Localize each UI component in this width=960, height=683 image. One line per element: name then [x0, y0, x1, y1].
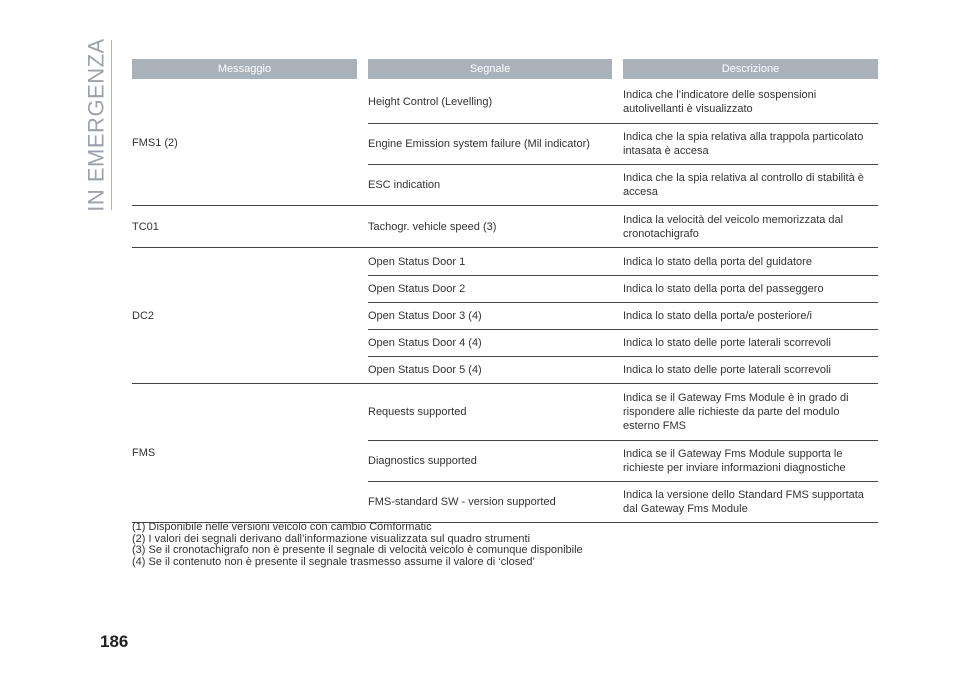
footnote: (3) Se il cronotachigrafo non è presente il segnale di velocità veicolo è comunque disponibile	[132, 544, 583, 556]
table-cell-description: Indica la velocità del veicolo memorizzata dal cronotachigrafo	[623, 213, 844, 240]
table-cell-description: Indica lo stato delle porte laterali scorrevoli	[623, 336, 831, 349]
signal-table	[132, 59, 878, 515]
header-messaggio: Messaggio	[132, 59, 357, 79]
table-cell-signal: Open Status Door 4 (4)	[368, 336, 482, 349]
table-cell-signal: ESC indication	[368, 178, 441, 191]
table-cell-signal: Diagnostics supported	[368, 454, 477, 467]
footnote: (2) I valori dei segnali derivano dall’informazione visualizzata sul quadro strumenti	[132, 532, 531, 545]
table-cell-signal: Open Status Door 2	[368, 282, 466, 295]
table-cell-description: Indica lo stato della porta del passeggero	[623, 282, 824, 295]
table-cell-description: Indica se il Gateway Fms Module supporta le richieste per inviare informazioni diagnostiche	[623, 447, 846, 474]
table-cell-message: DC2	[132, 309, 155, 322]
table-cell-signal: Engine Emission system failure (Mil indicator)	[368, 137, 590, 150]
table-header	[132, 59, 878, 79]
table-cell-signal: Height Control (Levelling)	[368, 96, 493, 108]
table-cell-description: Indica che l’indicatore delle sospensioni autolivellanti è visualizzato	[623, 89, 817, 115]
table-cell-signal: Open Status Door 5 (4)	[368, 363, 482, 376]
table-cell-description: Indica se il Gateway Fms Module è in grado di rispondere alle richieste da parte del modulo esterno FMS	[623, 392, 849, 432]
header-descrizione: Descrizione	[623, 59, 878, 79]
table-cell-message: FMS1 (2)	[132, 137, 178, 149]
section-title-rule	[111, 40, 112, 210]
table-cell-signal: Requests supported	[368, 406, 467, 418]
table-cell-description: Indica che la spia relativa alla trappola particolato intasata è accesa	[623, 130, 864, 157]
table-cell-message: TC01	[132, 220, 159, 233]
table-cell-description: Indica lo stato della porta del guidatore	[623, 255, 812, 268]
table-cell-description: Indica lo stato della porta/e posteriore/i	[623, 309, 812, 322]
table-cell-description: Indica che la spia relativa al controllo di stabilità è accesa	[623, 171, 864, 198]
table-cell-description: Indica la versione dello Standard FMS supportata dal Gateway Fms Module	[623, 488, 864, 515]
footnotes	[132, 522, 583, 568]
table-cell-description: Indica lo stato delle porte laterali scorrevoli	[623, 363, 831, 376]
section-title-text: IN EMERGENZA	[84, 38, 109, 212]
table-cell-signal: FMS-standard SW - version supported	[368, 495, 556, 508]
table-cell-message: FMS	[132, 447, 156, 459]
footnote: (4) Se il contenuto non è presente il segnale trasmesso assume il valore di ‘closed’	[132, 555, 535, 568]
footnote: (1) Disponibile nelle versioni veicolo con cambio Comformatic	[132, 521, 432, 533]
table-cell-signal: Tachogr. vehicle speed (3)	[368, 220, 497, 233]
section-title	[82, 40, 112, 210]
table-cell-signal: Open Status Door 1	[368, 255, 466, 268]
page-number: 186	[100, 632, 129, 651]
header-segnale: Segnale	[368, 59, 612, 79]
table-cell-signal: Open Status Door 3 (4)	[368, 309, 482, 322]
